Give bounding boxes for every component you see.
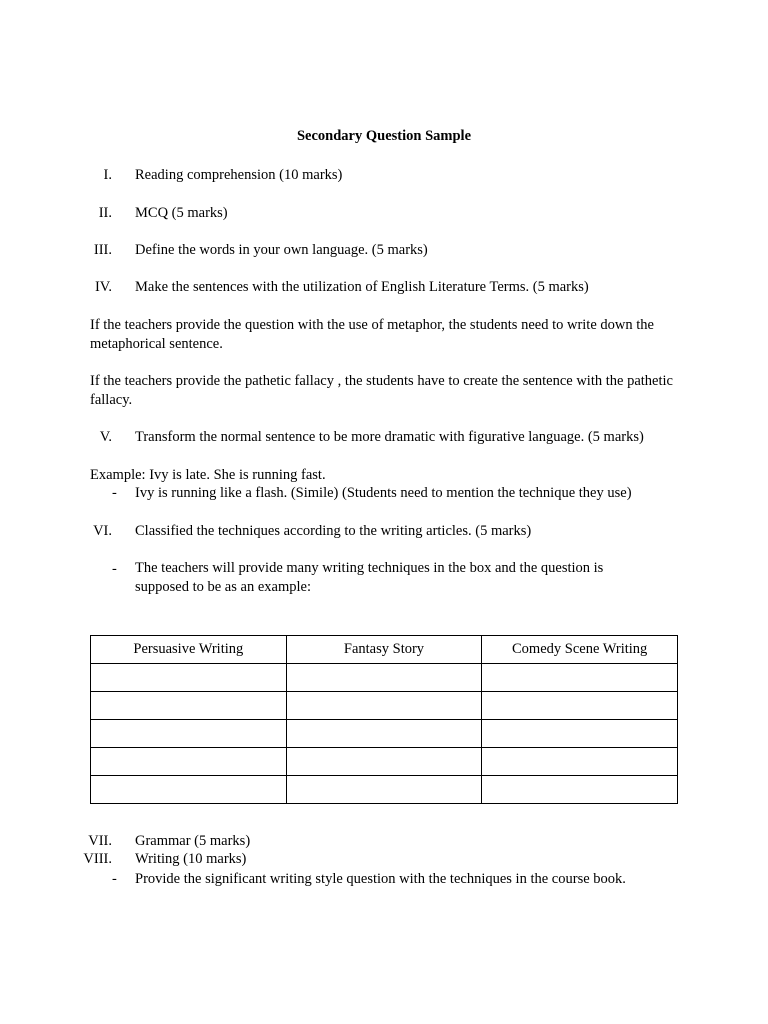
table-cell[interactable] <box>286 720 482 748</box>
table-row <box>91 720 678 748</box>
item-number: I. <box>103 167 112 183</box>
item-text: Grammar (5 marks) <box>135 833 251 849</box>
table-cell[interactable] <box>482 692 678 720</box>
item-number: VIII. <box>83 851 112 867</box>
question-item <box>0 277 768 297</box>
pathetic-fallacy-paragraph: If the teachers provide the pathetic fallacy , the students have to create the sentence with the pathetic fallacy. <box>90 373 673 408</box>
table-cell[interactable] <box>91 776 287 804</box>
bullet-text: The teachers will provide many writing techniques in the box and the question is supposed to be as an example: <box>135 560 604 595</box>
table-cell[interactable] <box>482 720 678 748</box>
item-text: Make the sentences with the utilization of English Literature Terms. (5 marks) <box>135 279 589 295</box>
table-row <box>91 748 678 776</box>
table-header-cell: Persuasive Writing <box>91 636 287 664</box>
techniques-table <box>90 635 678 804</box>
item-text: Writing (10 marks) <box>135 851 247 867</box>
table-cell[interactable] <box>482 664 678 692</box>
bullet-item <box>0 559 768 599</box>
dash-bullet: - <box>112 485 117 501</box>
table-cell[interactable] <box>91 748 287 776</box>
table-cell[interactable] <box>286 776 482 804</box>
table-header-cell: Comedy Scene Writing <box>482 636 678 664</box>
item-number: VII. <box>88 833 112 849</box>
table-cell[interactable] <box>286 664 482 692</box>
table-cell[interactable] <box>91 692 287 720</box>
item-number: V. <box>99 429 112 445</box>
bullet-text: Ivy is running like a flash. (Simile) (Students need to mention the technique they use) <box>135 485 632 501</box>
question-item <box>0 165 768 185</box>
item-text: Classified the techniques according to the writing articles. (5 marks) <box>135 523 532 539</box>
item-number: II. <box>98 205 112 221</box>
bullet-item <box>0 869 768 889</box>
question-item <box>0 203 768 223</box>
table-row <box>91 664 678 692</box>
question-item <box>0 831 768 851</box>
item-number: III. <box>93 242 112 258</box>
table-cell[interactable] <box>286 692 482 720</box>
table-cell[interactable] <box>91 720 287 748</box>
question-item <box>0 240 768 260</box>
metaphor-paragraph: If the teachers provide the question with the use of metaphor, the students need to write down the metaphorical sentence. <box>90 317 654 352</box>
table-cell[interactable] <box>482 776 678 804</box>
bullet-text: Provide the significant writing style question with the techniques in the course book. <box>135 871 626 887</box>
item-text: Reading comprehension (10 marks) <box>135 167 343 183</box>
document-title: Secondary Question Sample <box>296 128 471 144</box>
table-header-cell: Fantasy Story <box>286 636 482 664</box>
table-cell[interactable] <box>286 748 482 776</box>
question-item <box>0 521 768 541</box>
dash-bullet: - <box>112 561 117 577</box>
example-paragraph: Example: Ivy is late. She is running fast. <box>90 467 326 483</box>
question-item <box>0 427 768 447</box>
table-row <box>91 692 678 720</box>
table-row <box>91 776 678 804</box>
item-text: Transform the normal sentence to be more dramatic with figurative language. (5 marks) <box>135 429 644 445</box>
table-cell[interactable] <box>482 748 678 776</box>
question-item <box>0 849 768 869</box>
item-number: IV. <box>94 279 112 295</box>
item-text: MCQ (5 marks) <box>135 205 228 221</box>
table-cell[interactable] <box>91 664 287 692</box>
item-number: VI. <box>93 523 112 539</box>
table-header-row <box>91 636 678 664</box>
dash-bullet: - <box>112 871 117 887</box>
bullet-item <box>0 483 768 503</box>
item-text: Define the words in your own language. (5 marks) <box>135 242 428 258</box>
